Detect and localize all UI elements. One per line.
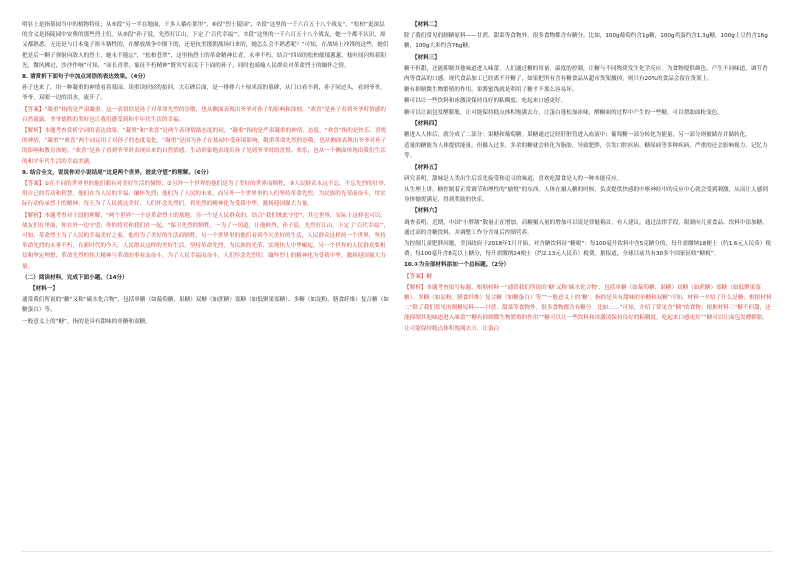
right-paragraph: 【答案】糖 xyxy=(404,273,432,280)
right-paragraph: 除了我们常见的制糖原料——甘蔗、甜菜等食物外，很多食物都含有糖分。比如，100g葡萄约含1g糖，100g鸡蛋约含1.3g糖，100g土豆约含16g糖，100g大米约含76g糖。 xyxy=(404,33,768,50)
right-paragraph: 糖不但甜，还能抑制其他味道进入味蕾。人们通过糖的用量、温度的控制，让糖与不同物质发生化学反应，为食物提供颜色，产生不同味道，调节香肉等食品的口感。现代食品加工已经离不开糖了，如果把所有含有糖食品从超市货架撤掉，则只有20%的食品会留在货架上。 xyxy=(404,65,768,83)
right-paragraph: 适量的糖能为人体提供能量，但摄入过多，多余的糖就会转化为脂肪，导致肥胖，引发口腔疾病、糖尿病等多种疾病，严重的还会影响视力、记忆力等。 xyxy=(404,143,768,160)
left-paragraph: 9. 结合全文，说说你对小说结尾“这是两个世界，彼此守望”的理解。（6分） xyxy=(22,169,212,176)
left-paragraph: 一般意义上的“糖”，指的是具有甜味的单糖和双糖。 xyxy=(22,318,151,325)
right-column xyxy=(404,20,772,562)
right-paragraph: 糖可以让面包发酵膨胀，让可能保持糕点体积饱满去方，让蛋白蓬松加冰味，酵酮面的过程中产生的一些糖，可以帮助面粉变色。 xyxy=(404,109,723,116)
right-paragraph: 为控制儿童肥胖问题，美国政府于2018年1月开始，对含糖饮料征“糖税”：每100毫升饮料中含5克糖分的，每升需缴纳18便士（约1.6元人民币）税费；每100毫升含8克以上糖分，每升需缴纳24便士（约2.13元人民币）税费。据报道，全球目前共有30多个国家征收“糖税”。 xyxy=(404,241,772,258)
left-paragraph: 【答案】“凝重”指的是严肃凝重。这一表情恰是孙子对革命先烈的崇敬，也从侧面表现出爷爷对孙子的影响和深刻，“欢喜”是孙子看到爷爷时情感的自然流露，爷爷德胜的类好也让我们感受到和平年代生活的幸福。 xyxy=(22,106,386,123)
left-column xyxy=(22,20,390,562)
right-paragraph: 【材料二】 xyxy=(412,22,440,28)
right-paragraph: 【材料三】 xyxy=(412,54,440,61)
left-paragraph: （二）阅读材料，完成下面小题。（14分） xyxy=(22,274,128,281)
right-paragraph: 调查表明，近期，中国“小胖墩”数量正在增加，而糖摄入量的增加可以说是罪魁祸首。有人建议，通过法律手段，限制向儿童食品、饮料中添加糖，通过高的含糖饮料，并调整工作分含量后控制营养。 xyxy=(404,219,768,236)
left-paragraph: 通常我们所说的“糖”又称“碳水化合物”，包括单糖（如葡萄糖、果糖）双糖（如蔗糖）寡糖（如低聚果寡糖）、多糖（如淀粉、膳食纤维）复合糖（如糖蛋白）等。 xyxy=(22,297,389,314)
left-paragraph: 【解析】本题考查赏析字词的表达效果。“凝重”和“欢喜”是两个表现情绪态度的词，“凝重”指的是严肃凝重的神情、态度，“欢喜”指的是快乐、喜悦的神情，“凝重”“欢喜”两个词运用了对孙子的态度变化，“凝重”是因为孙子在墓园中受环境影响，敬重革命先烈的崇敬，也从侧面表现出爷爷对孙子的影响和教育深刻；“欢喜”是孙子看到爷爷时表现出来的自然情感，生动形象地表现出孙子见到爷爷时的喜悦、欢乐，也从一个侧面体现出我们生活的和平年代生活的幸福美满。 xyxy=(22,128,387,165)
left-paragraph: 明显上是指墓园当中的植物特征；从⑤段“另一半在地面，干多人躺在那里”，⑥段“烈士陵园”，⑦段“这里的一千六百五十八个战友”。“松柏”更深层的含义是指陵园中安葬的那些烈士们。从⑤段“孙子说，先烈打江山，下定了‘百代幸福’”，⑦段“这里的一千六百五十八个战友，她一个都不认识，却又都熟悉。无论是与日本鬼子拼斗牺牲的，在解放战争中倒下的，还是抗美援朝战场归来的，她怎么会不熟悉呢？”可知，在战场上冲锋的这些，她们把是后一颗子弹射向敌人的烈士，她永不能忘”，“松柏苍翠”，这里指烈士的革命精神长青，永垂不朽。结合“四周的松柏郁郁葱葱，枝叶间闪烁着阳光，微风拂过，沙沙作响”可知，“而长青翠，象征不朽精神”既突写而关于下面的孙子，同时也暗喻人民群众对革命烈士的缅怀之情。 xyxy=(22,22,389,69)
right-paragraph: 【材料四】 xyxy=(412,120,440,127)
left-paragraph: 8. 请赏析下面句子中加点词语的表达效果。（4分） xyxy=(22,74,149,81)
left-paragraph: 【答案】①在不同的世界里的他们都有对美好生活的憧憬；②另外一个世界的他们是为了美好的世界而牺牲，③人民群众永远不忘，不忘先烈的壮举，用自己的劳动和智慧，他们在为人民的幸福、缅怀先烈；他们为了人民的未来，而另外一个世界里的人们坚持革命先烈，为民族的光荣而奋斗，用实际行动传承烈士的精神，每天为了人民就这美好，人们怀念先烈们，将先烈的精神化为受我中华，激扬迎国强大力量。 xyxy=(22,181,390,208)
page-bottom-rule xyxy=(22,551,772,552)
right-paragraph: 糖有抑制微生物繁殖的作用，果酱蜜饯就是利用了糖才不那么容易坏。 xyxy=(404,87,578,94)
right-paragraph: 从生理上讲，糖控制着正常调节和理性的“愉悦”的东西。人体在摄入糖的时候，负责提供快感的中枢神经中的反应中心就会受到刺激，从而让人感到身体愉悦满足，得到奖励的快乐。 xyxy=(404,187,768,204)
right-paragraph: 【解析】本题考查拟写标题。根据材料一“通常我们所说的‘糖’又称‘碳水化合物’，包括单糖（如葡萄糖、果糖）双糖（如蔗糖）寡糖（如低聚果寡糖）、多糖（如淀粉、膳食纤维）复合糖（如糖蛋白）等”“一般意义上的‘糖’，指的是具有甜味的单糖和双糖”可知，材料一介绍了什么是糖；根据材料二“除了我们常见的制糖原料——甘蔗、甜菜等食物外，很多食物都含有糖分。比如……”可知，介绍了常见含“糖”的食物；根据材料三“糖不但甜，还能抑制其他味道进入味蕾”“糖有抑制微生物繁殖的作用”“糖可以让一些饮料和冰激凌保持良好的粘稠度，吃起来口感更好”“糖可以让面包发酵膨胀，让可能保持糕点体积饱满去方，让蛋白 xyxy=(404,284,772,332)
left-paragraph: 【材料一】 xyxy=(30,286,58,293)
right-paragraph: 研究表明，甜味是人类出生后首先接受和追寻的味道，喜欢吃甜食是人的一种本能反应。 xyxy=(404,175,623,182)
left-paragraph: 【解析】本题考查对于段的理解，“两个世界”一个是革命烈士的墓地，另一个是人民群众的，结合“我们彼此守望”，其它世界，实际上这样也可以：战友们在里面，你在外一边守望；你的将官和我们在一起，“保卫先烈的牺牲，一为了一切道，让他鲜烈，孙子说，先烈打江山，下定了‘百代幸福’”，可知，革命烈士为了人民的幸福美好之家，他们为了美好的生活而牺牲，另一个世界里的他们看到今天美好的生活，人民群众这样的一个世界，坚持革命先烈的永垂不朽，在新时代的今天，人民群众这样的美好生活，坚持革命先烈，为民族的光荣，实现伟大中华崛起，另一个世界的人民群众要相信和坚定理想，革命先烈的伟大精神与革命的事业而奋斗，为了人民幸福而奋斗，人们怀念先烈们：缅怀烈士的精神化为受我中华，激扬迎国强大力量。 xyxy=(22,212,390,270)
right-paragraph: 10.①为全部材料添加一个总标题。（2分） xyxy=(404,262,510,269)
left-paragraph: 孙子也来了，用一种凝重的神情看着墓园。读重读轻轻的拍回，大石碑后面，是一排排六十厘米高的墓碑，从门口看不到，孙子同过头，看到爷爷，爷爷，双眼一边的泪水，流开了。 xyxy=(22,85,386,102)
right-paragraph: 【材料六】 xyxy=(412,208,440,215)
right-paragraph: 糖可以让一些饮料和冰激凌保持良好的粘稠度，吃起来口感更好。 xyxy=(404,98,567,105)
right-paragraph: 糖进入人体后，就分成了二部分：果糖和葡萄糖。果糖通过泛经肝脏管进入血液中；葡萄糖一部分转化为能量，另一部分则被储存并储转化。 xyxy=(404,132,751,139)
right-paragraph: 【材料五】 xyxy=(412,164,440,171)
